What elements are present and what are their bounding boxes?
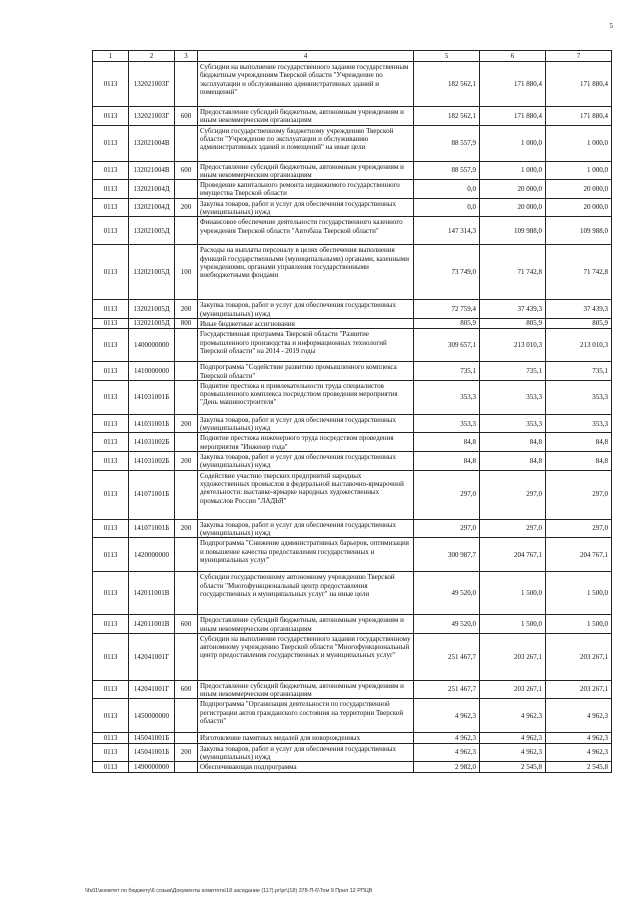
cell-target-code: 132021005Д bbox=[129, 217, 175, 245]
cell-amount-col7: 4 962,3 bbox=[546, 743, 612, 762]
cell-amount-col5: 0,0 bbox=[414, 198, 480, 217]
cell-amount-col5: 297,0 bbox=[414, 470, 480, 519]
cell-section: 0113 bbox=[93, 433, 129, 452]
header-cell: 4 bbox=[198, 51, 414, 62]
cell-name: Подпрограмма "Организация деятельности по государственной регистрации актов гражданского состояния на территории Тверской области" bbox=[198, 699, 414, 733]
cell-target-code: 142041001Г bbox=[129, 680, 175, 699]
cell-amount-col6: 805,9 bbox=[480, 318, 546, 328]
cell-amount-col5: 353,3 bbox=[414, 414, 480, 433]
cell-amount-col7: 4 962,3 bbox=[546, 733, 612, 743]
cell-amount-col6: 2 545,8 bbox=[480, 762, 546, 772]
cell-expense-type: 200 bbox=[175, 519, 198, 538]
cell-target-code: 132021003Г bbox=[129, 107, 175, 126]
header-cell: 7 bbox=[546, 51, 612, 62]
cell-target-code: 141031002Б bbox=[129, 452, 175, 471]
cell-section: 0113 bbox=[93, 380, 129, 414]
cell-amount-col6: 735,1 bbox=[480, 362, 546, 381]
cell-name: Закупка товаров, работ и услуг для обеспечения государственных (муниципальных) нужд bbox=[198, 414, 414, 433]
cell-amount-col6: 353,3 bbox=[480, 414, 546, 433]
table-row bbox=[93, 414, 612, 433]
table-row bbox=[93, 699, 612, 733]
cell-section: 0113 bbox=[93, 180, 129, 199]
table-row bbox=[93, 633, 612, 680]
cell-amount-col5: 73 749,0 bbox=[414, 245, 480, 300]
cell-amount-col6: 203 267,1 bbox=[480, 633, 546, 680]
table-row bbox=[93, 125, 612, 161]
cell-amount-col5: 88 557,9 bbox=[414, 161, 480, 180]
cell-target-code: 141031001Б bbox=[129, 414, 175, 433]
cell-amount-col7: 1 000,0 bbox=[546, 125, 612, 161]
cell-amount-col7: 4 962,3 bbox=[546, 699, 612, 733]
cell-amount-col5: 297,0 bbox=[414, 519, 480, 538]
cell-section: 0113 bbox=[93, 245, 129, 300]
cell-amount-col6: 1 000,0 bbox=[480, 125, 546, 161]
cell-amount-col6: 297,0 bbox=[480, 470, 546, 519]
cell-section: 0113 bbox=[93, 414, 129, 433]
cell-expense-type: 800 bbox=[175, 318, 198, 328]
cell-name: Закупка товаров, работ и услуг для обеспечения государственных (муниципальных) нужд bbox=[198, 198, 414, 217]
cell-amount-col6: 84,8 bbox=[480, 452, 546, 471]
cell-amount-col5: 735,1 bbox=[414, 362, 480, 381]
cell-section: 0113 bbox=[93, 318, 129, 328]
cell-amount-col7: 84,8 bbox=[546, 433, 612, 452]
cell-expense-type: 200 bbox=[175, 198, 198, 217]
cell-name: Субсидии на выполнение государственного задания государственному автономному учреждению Тверской области "Многофункциональный центр предоставления государственных и муниципальных услуг" bbox=[198, 633, 414, 680]
cell-target-code: 1400000000 bbox=[129, 329, 175, 362]
cell-section: 0113 bbox=[93, 699, 129, 733]
cell-amount-col5: 88 557,9 bbox=[414, 125, 480, 161]
cell-target-code: 141071001Б bbox=[129, 470, 175, 519]
cell-name: Закупка товаров, работ и услуг для обеспечения государственных (муниципальных) нужд bbox=[198, 300, 414, 319]
cell-name: Подпрограмма "Снижение административных барьеров, оптимизация и повышение качества предоставления государственных и муниципальных услуг" bbox=[198, 538, 414, 572]
cell-section: 0113 bbox=[93, 125, 129, 161]
cell-name: Изготовление памятных медалей для новорожденных bbox=[198, 733, 414, 743]
cell-amount-col7: 213 010,3 bbox=[546, 329, 612, 362]
cell-expense-type: 600 bbox=[175, 615, 198, 634]
cell-amount-col7: 353,3 bbox=[546, 414, 612, 433]
cell-section: 0113 bbox=[93, 615, 129, 634]
cell-section: 0113 bbox=[93, 62, 129, 107]
cell-amount-col7: 1 500,0 bbox=[546, 615, 612, 634]
header-cell: 1 bbox=[93, 51, 129, 62]
cell-amount-col6: 109 988,0 bbox=[480, 217, 546, 245]
cell-expense-type: 200 bbox=[175, 414, 198, 433]
cell-amount-col5: 49 520,0 bbox=[414, 572, 480, 615]
cell-target-code: 1450000000 bbox=[129, 699, 175, 733]
page-number: 5 bbox=[609, 22, 613, 30]
cell-amount-col7: 20 000,0 bbox=[546, 180, 612, 199]
cell-amount-col6: 171 880,4 bbox=[480, 107, 546, 126]
cell-name: Финансовое обеспечение деятельности государственного казенного учреждения Тверской области "Автобаза Тверской области" bbox=[198, 217, 414, 245]
cell-amount-col6: 1 500,0 bbox=[480, 615, 546, 634]
cell-amount-col7: 203 267,1 bbox=[546, 633, 612, 680]
cell-amount-col6: 4 962,3 bbox=[480, 733, 546, 743]
cell-section: 0113 bbox=[93, 633, 129, 680]
cell-expense-type bbox=[175, 217, 198, 245]
table-row bbox=[93, 452, 612, 471]
cell-section: 0113 bbox=[93, 519, 129, 538]
table-row bbox=[93, 245, 612, 300]
cell-name: Иные бюджетные ассигнования bbox=[198, 318, 414, 328]
cell-amount-col7: 2 545,8 bbox=[546, 762, 612, 772]
cell-name: Предоставление субсидий бюджетным, автономным учреждениям и иным некоммерческим организациям bbox=[198, 615, 414, 634]
cell-section: 0113 bbox=[93, 452, 129, 471]
cell-section: 0113 bbox=[93, 733, 129, 743]
table-row bbox=[93, 762, 612, 772]
cell-amount-col6: 37 439,3 bbox=[480, 300, 546, 319]
cell-amount-col5: 84,8 bbox=[414, 433, 480, 452]
cell-amount-col5: 309 657,1 bbox=[414, 329, 480, 362]
table-row bbox=[93, 519, 612, 538]
cell-target-code: 132021004В bbox=[129, 125, 175, 161]
cell-name: Государственная программа Тверской области "Развитие промышленного производства и информационных технологий Тверской области" на 2014 - 2019 годы bbox=[198, 329, 414, 362]
cell-amount-col5: 353,3 bbox=[414, 380, 480, 414]
cell-amount-col5: 251 467,7 bbox=[414, 680, 480, 699]
cell-expense-type bbox=[175, 125, 198, 161]
cell-expense-type bbox=[175, 180, 198, 199]
cell-amount-col6: 171 880,4 bbox=[480, 62, 546, 107]
cell-amount-col7: 37 439,3 bbox=[546, 300, 612, 319]
cell-expense-type bbox=[175, 733, 198, 743]
cell-expense-type bbox=[175, 62, 198, 107]
cell-amount-col6: 71 742,8 bbox=[480, 245, 546, 300]
cell-section: 0113 bbox=[93, 470, 129, 519]
cell-target-code: 132021005Д bbox=[129, 318, 175, 328]
cell-name: Предоставление субсидий бюджетным, автономным учреждениям и иным некоммерческим организациям bbox=[198, 680, 414, 699]
cell-name: Поднятие престижа инженерного труда посредством проведения мероприятия "Инженер года" bbox=[198, 433, 414, 452]
cell-amount-col5: 0,0 bbox=[414, 180, 480, 199]
table-row bbox=[93, 180, 612, 199]
cell-section: 0113 bbox=[93, 217, 129, 245]
cell-target-code: 142041001Г bbox=[129, 633, 175, 680]
cell-amount-col6: 20 000,0 bbox=[480, 180, 546, 199]
table-row bbox=[93, 198, 612, 217]
cell-expense-type bbox=[175, 433, 198, 452]
footer-file-path: \\fs01\комитет по бюджету\6 созыв\Документы комитета\18 заседание (117).pr\pr\(18) 378-П-6\Том 9 Прил 12 РПЦВ bbox=[85, 888, 373, 894]
cell-target-code: 141031002Б bbox=[129, 433, 175, 452]
table-row bbox=[93, 380, 612, 414]
cell-amount-col7: 203 267,1 bbox=[546, 680, 612, 699]
cell-amount-col6: 353,3 bbox=[480, 380, 546, 414]
cell-amount-col5: 182 562,1 bbox=[414, 62, 480, 107]
cell-amount-col5: 182 562,1 bbox=[414, 107, 480, 126]
table-row bbox=[93, 300, 612, 319]
cell-name: Проведение капитального ремонта недвижимого государственного имущества Тверской области bbox=[198, 180, 414, 199]
cell-target-code: 1490000000 bbox=[129, 762, 175, 772]
budget-table bbox=[92, 50, 612, 773]
cell-target-code: 142011001В bbox=[129, 615, 175, 634]
cell-amount-col5: 49 520,0 bbox=[414, 615, 480, 634]
cell-section: 0113 bbox=[93, 572, 129, 615]
cell-name: Обеспечивающая подпрограмма bbox=[198, 762, 414, 772]
cell-amount-col6: 4 962,3 bbox=[480, 743, 546, 762]
cell-section: 0113 bbox=[93, 329, 129, 362]
cell-expense-type bbox=[175, 538, 198, 572]
cell-target-code: 132021003Г bbox=[129, 62, 175, 107]
cell-target-code: 141071001Б bbox=[129, 519, 175, 538]
cell-target-code: 132021004Д bbox=[129, 198, 175, 217]
cell-amount-col5: 147 314,3 bbox=[414, 217, 480, 245]
cell-section: 0113 bbox=[93, 161, 129, 180]
table-row bbox=[93, 161, 612, 180]
cell-amount-col7: 805,9 bbox=[546, 318, 612, 328]
cell-expense-type: 200 bbox=[175, 300, 198, 319]
cell-expense-type: 200 bbox=[175, 743, 198, 762]
cell-name: Предоставление субсидий бюджетным, автономным учреждениям и иным некоммерческим организациям bbox=[198, 161, 414, 180]
cell-expense-type: 200 bbox=[175, 452, 198, 471]
cell-section: 0113 bbox=[93, 300, 129, 319]
header-cell: 5 bbox=[414, 51, 480, 62]
cell-expense-type: 600 bbox=[175, 161, 198, 180]
table-row bbox=[93, 743, 612, 762]
cell-expense-type bbox=[175, 633, 198, 680]
cell-amount-col6: 1 500,0 bbox=[480, 572, 546, 615]
cell-amount-col6: 203 267,1 bbox=[480, 680, 546, 699]
table-header-row bbox=[93, 51, 612, 62]
cell-amount-col7: 297,0 bbox=[546, 519, 612, 538]
cell-amount-col5: 2 982,0 bbox=[414, 762, 480, 772]
cell-section: 0113 bbox=[93, 362, 129, 381]
cell-amount-col5: 84,8 bbox=[414, 452, 480, 471]
cell-amount-col5: 805,9 bbox=[414, 318, 480, 328]
cell-amount-col5: 251 467,7 bbox=[414, 633, 480, 680]
table-row bbox=[93, 470, 612, 519]
cell-amount-col5: 300 987,7 bbox=[414, 538, 480, 572]
table-row bbox=[93, 733, 612, 743]
cell-expense-type bbox=[175, 329, 198, 362]
table-row bbox=[93, 538, 612, 572]
cell-target-code: 145041001Б bbox=[129, 743, 175, 762]
cell-section: 0113 bbox=[93, 680, 129, 699]
table-row bbox=[93, 329, 612, 362]
cell-section: 0113 bbox=[93, 538, 129, 572]
table-row bbox=[93, 107, 612, 126]
cell-name: Закупка товаров, работ и услуг для обеспечения государственных (муниципальных) нужд bbox=[198, 452, 414, 471]
cell-name: Подпрограмма "Содействие развитию промышленного комплекса Тверской области" bbox=[198, 362, 414, 381]
cell-amount-col6: 204 767,1 bbox=[480, 538, 546, 572]
cell-target-code: 132021004Д bbox=[129, 180, 175, 199]
cell-expense-type bbox=[175, 380, 198, 414]
table-row bbox=[93, 615, 612, 634]
cell-amount-col6: 1 000,0 bbox=[480, 161, 546, 180]
header-cell: 3 bbox=[175, 51, 198, 62]
table-row bbox=[93, 362, 612, 381]
cell-target-code: 132021005Д bbox=[129, 300, 175, 319]
table-row bbox=[93, 318, 612, 328]
cell-name: Субсидии государственному бюджетному учреждению Тверской области "Учреждение по эксплуатации и обслуживанию административных зданий и помещений" на иные цели bbox=[198, 125, 414, 161]
cell-amount-col7: 353,3 bbox=[546, 380, 612, 414]
cell-section: 0113 bbox=[93, 743, 129, 762]
cell-amount-col7: 171 880,4 bbox=[546, 107, 612, 126]
cell-expense-type: 600 bbox=[175, 680, 198, 699]
cell-target-code: 141031001Б bbox=[129, 380, 175, 414]
cell-name: Закупка товаров, работ и услуг для обеспечения государственных (муниципальных) нужд bbox=[198, 519, 414, 538]
cell-expense-type bbox=[175, 470, 198, 519]
cell-target-code: 1420000000 bbox=[129, 538, 175, 572]
cell-name: Закупка товаров, работ и услуг для обеспечения государственных (муниципальных) нужд bbox=[198, 743, 414, 762]
cell-amount-col7: 735,1 bbox=[546, 362, 612, 381]
cell-amount-col5: 4 962,3 bbox=[414, 743, 480, 762]
cell-name: Содействие участию тверских предприятий народных художественных промыслов в федеральной выставочно-ярмарочной деятельности: выставке-ярмарке народных художественных промыслов России "ЛАДЬЯ" bbox=[198, 470, 414, 519]
cell-section: 0113 bbox=[93, 107, 129, 126]
cell-amount-col7: 171 880,4 bbox=[546, 62, 612, 107]
table-row bbox=[93, 433, 612, 452]
cell-amount-col6: 84,8 bbox=[480, 433, 546, 452]
cell-expense-type: 100 bbox=[175, 245, 198, 300]
cell-expense-type bbox=[175, 699, 198, 733]
table-row bbox=[93, 62, 612, 107]
header-cell: 6 bbox=[480, 51, 546, 62]
cell-name: Субсидии на выполнение государственного задания государственным бюджетным учреждениям Тверской области "Учреждение по эксплуатации и обслуживанию административных зданий и помещений" bbox=[198, 62, 414, 107]
cell-name: Предоставление субсидий бюджетным, автономным учреждениям и иным некоммерческим организациям bbox=[198, 107, 414, 126]
table-row bbox=[93, 572, 612, 615]
cell-target-code: 142011001В bbox=[129, 572, 175, 615]
table-row bbox=[93, 680, 612, 699]
cell-target-code: 132021005Д bbox=[129, 245, 175, 300]
cell-target-code: 145041001Б bbox=[129, 733, 175, 743]
cell-amount-col5: 72 759,4 bbox=[414, 300, 480, 319]
cell-expense-type: 600 bbox=[175, 107, 198, 126]
cell-amount-col6: 20 000,0 bbox=[480, 198, 546, 217]
cell-expense-type bbox=[175, 572, 198, 615]
cell-amount-col5: 4 962,3 bbox=[414, 699, 480, 733]
cell-amount-col6: 297,0 bbox=[480, 519, 546, 538]
header-cell: 2 bbox=[129, 51, 175, 62]
cell-target-code: 1410000000 bbox=[129, 362, 175, 381]
table-row bbox=[93, 217, 612, 245]
cell-target-code: 132021004В bbox=[129, 161, 175, 180]
cell-amount-col6: 4 962,3 bbox=[480, 699, 546, 733]
cell-amount-col7: 297,0 bbox=[546, 470, 612, 519]
cell-amount-col5: 4 962,3 bbox=[414, 733, 480, 743]
cell-amount-col7: 71 742,8 bbox=[546, 245, 612, 300]
cell-amount-col7: 204 767,1 bbox=[546, 538, 612, 572]
cell-section: 0113 bbox=[93, 762, 129, 772]
cell-amount-col7: 1 500,0 bbox=[546, 572, 612, 615]
cell-amount-col7: 20 000,0 bbox=[546, 198, 612, 217]
cell-amount-col7: 109 988,0 bbox=[546, 217, 612, 245]
cell-section: 0113 bbox=[93, 198, 129, 217]
cell-amount-col6: 213 010,3 bbox=[480, 329, 546, 362]
cell-expense-type bbox=[175, 362, 198, 381]
cell-expense-type bbox=[175, 762, 198, 772]
cell-name: Субсидии государственному автономному учреждению Тверской области "Многофункциональный центр предоставления государственных и муниципальных услуг" на иные цели bbox=[198, 572, 414, 615]
cell-name: Поднятие престижа и привлекательности труда специалистов промышленного комплекса посредством проведения мероприятия "День машиностроителя" bbox=[198, 380, 414, 414]
cell-amount-col7: 84,8 bbox=[546, 452, 612, 471]
cell-name: Расходы на выплаты персоналу в целях обеспечения выполнения функций государственными (муниципальными) органами, казенными учреждениями, органами управления государственными внебюджетными фондами bbox=[198, 245, 414, 300]
cell-amount-col7: 1 000,0 bbox=[546, 161, 612, 180]
